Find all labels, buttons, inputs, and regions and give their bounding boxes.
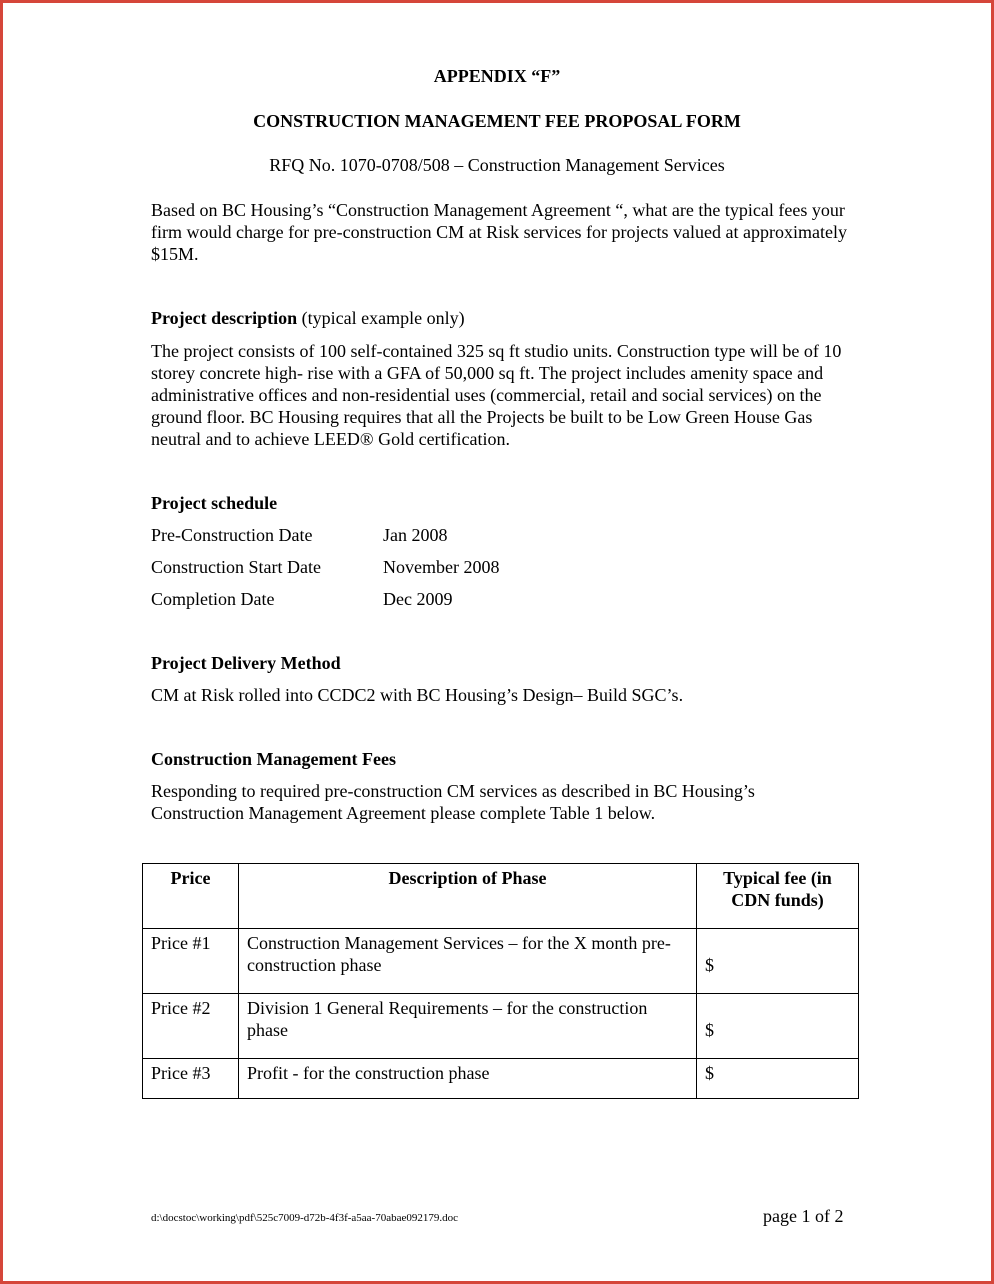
schedule-value-construction-start: November 2008	[383, 557, 500, 577]
fee-cell[interactable]	[697, 994, 859, 1059]
column-header-description: Description of Phase	[239, 864, 697, 929]
fee-table-header-row	[143, 864, 859, 929]
footer-file-path: d:\docstoc\working\pdf\525c7009-d72b-4f3f-a5aa-70abae092179.doc	[151, 1212, 458, 1224]
schedule-label-preconstruction: Pre-Construction Date	[151, 525, 313, 545]
description-heading-note: (typical example only)	[297, 308, 465, 328]
column-header-price: Price	[143, 864, 239, 929]
table-row	[143, 1059, 859, 1099]
fee-table	[142, 863, 859, 1099]
fee-cell[interactable]	[697, 1059, 859, 1099]
delivery-heading: Project Delivery Method	[151, 653, 341, 673]
fee-dollar-sign: $	[705, 1063, 714, 1083]
page-number: page 1 of 2	[763, 1206, 844, 1226]
schedule-label-completion: Completion Date	[151, 589, 275, 609]
schedule-value-preconstruction: Jan 2008	[383, 525, 448, 545]
rfq-line: RFQ No. 1070-0708/508 – Construction Management Services	[269, 155, 725, 175]
intro-paragraph: Based on BC Housing’s “Construction Management Agreement “, what are the typical fees your firm would charge for pre-construction CM at Risk services for projects valued at approximately $15M.	[151, 200, 847, 264]
description-paragraph: The project consists of 100 self-contained 325 sq ft studio units. Construction type will be of 10 storey concrete high- rise with a GFA of 50,000 sq ft. The project includes amenity space and administrative offices and non-residential uses (commercial, retail and social services) on the ground floor. BC Housing requires that all the Projects be built to be Low Green House Gas neutral and to achieve LEED® Gold certification.	[151, 341, 842, 449]
fee-dollar-sign: $	[705, 1020, 714, 1040]
table-row	[143, 994, 859, 1059]
fees-heading: Construction Management Fees	[151, 749, 396, 769]
form-title: CONSTRUCTION MANAGEMENT FEE PROPOSAL FORM	[253, 111, 741, 131]
price-cell: Price #1	[143, 929, 239, 994]
description-cell: Division 1 General Requirements – for the construction phase	[239, 994, 697, 1059]
price-cell: Price #2	[143, 994, 239, 1059]
description-heading	[151, 307, 465, 329]
fees-paragraph: Responding to required pre-construction CM services as described in BC Housing’s Construction Management Agreement please complete Table 1 below.	[151, 781, 755, 823]
appendix-title: APPENDIX “F”	[433, 66, 561, 86]
schedule-value-completion: Dec 2009	[383, 589, 453, 609]
schedule-label-construction-start: Construction Start Date	[151, 557, 321, 577]
table-row	[143, 929, 859, 994]
fee-dollar-sign: $	[705, 955, 714, 975]
delivery-paragraph: CM at Risk rolled into CCDC2 with BC Housing’s Design– Build SGC’s.	[151, 685, 684, 705]
description-cell: Construction Management Services – for the X month pre-construction phase	[239, 929, 697, 994]
column-header-fee: Typical fee (in CDN funds)	[697, 864, 859, 929]
price-cell: Price #3	[143, 1059, 239, 1099]
description-cell: Profit - for the construction phase	[239, 1059, 697, 1099]
description-heading-label: Project description	[151, 308, 298, 328]
schedule-heading: Project schedule	[151, 493, 278, 513]
fee-cell[interactable]	[697, 929, 859, 994]
